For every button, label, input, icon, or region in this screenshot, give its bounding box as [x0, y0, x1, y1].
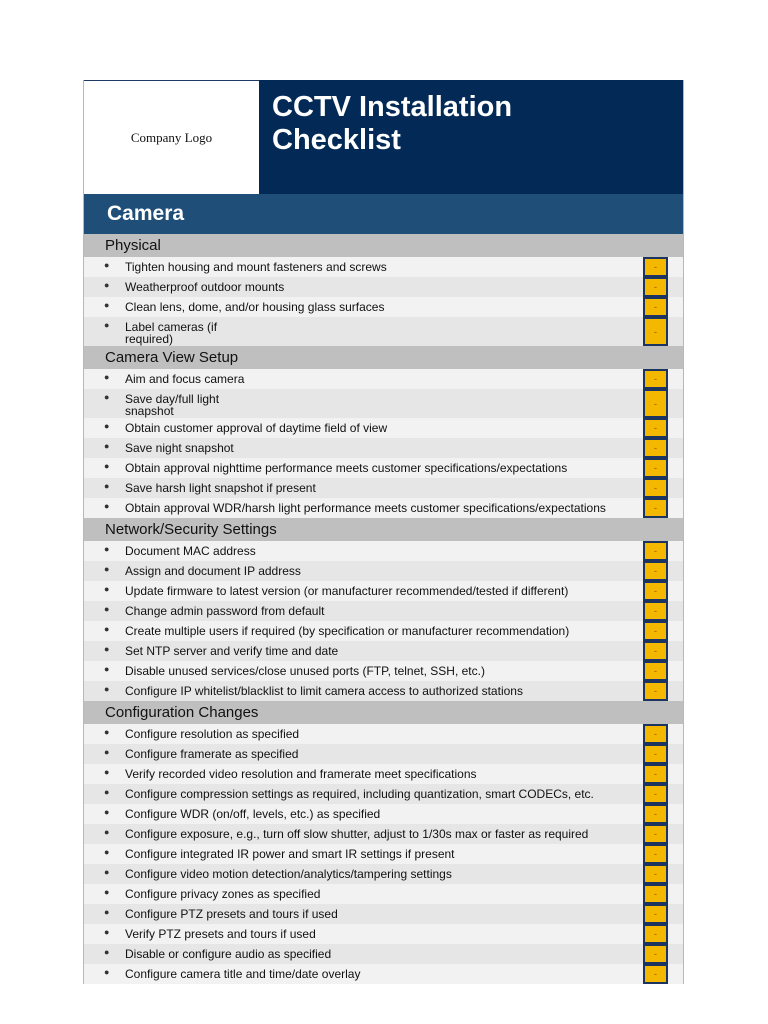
checklist-item-label: Disable or configure audio as specified — [125, 947, 332, 961]
checklist-groups — [84, 234, 683, 984]
company-logo — [84, 80, 259, 194]
bullet-icon: ● — [104, 481, 110, 491]
bullet-icon: ● — [104, 421, 110, 431]
checklist-item-label: Save harsh light snapshot if present — [125, 481, 316, 495]
checklist-item-label: Configure privacy zones as specified — [125, 887, 321, 901]
bullet-icon: ● — [104, 372, 110, 382]
bullet-icon: ● — [104, 887, 110, 897]
checklist-item-label: Disable unused services/close unused ports (FTP, telnet, SSH, etc.) — [125, 664, 485, 678]
checkbox[interactable]: - — [643, 369, 668, 389]
bullet-icon: ● — [104, 320, 110, 330]
checklist-item — [84, 864, 683, 884]
checklist-item-label: Configure IP whitelist/blacklist to limit camera access to authorized stations — [125, 684, 523, 698]
bullet-icon: ● — [104, 847, 110, 857]
bullet-icon: ● — [104, 967, 110, 977]
bullet-icon: ● — [104, 300, 110, 310]
checkbox[interactable]: - — [643, 478, 668, 498]
checklist-item-label: Create multiple users if required (by specification or manufacturer recommendation) — [125, 624, 570, 638]
checkbox[interactable]: - — [643, 864, 668, 884]
document-title-line-2: Checklist — [272, 124, 401, 156]
checkbox[interactable]: - — [643, 561, 668, 581]
checkbox[interactable]: - — [643, 458, 668, 478]
checklist-item-label: Configure video motion detection/analytics/tampering settings — [125, 867, 452, 881]
checklist-item-label: Obtain customer approval of daytime field of view — [125, 421, 388, 435]
bullet-icon: ● — [104, 644, 110, 654]
checklist-item-label: Change admin password from default — [125, 604, 325, 618]
checklist-item — [84, 784, 683, 804]
bullet-icon: ● — [104, 767, 110, 777]
checkbox[interactable]: - — [643, 581, 668, 601]
checklist-item-label: Configure camera title and time/date overlay — [125, 967, 361, 981]
checklist-item-label: Label cameras (if required) — [125, 320, 218, 346]
checklist-item-label: Clean lens, dome, and/or housing glass surfaces — [125, 300, 385, 314]
checklist-item — [84, 561, 683, 581]
bullet-icon: ● — [104, 584, 110, 594]
checkbox[interactable]: - — [643, 621, 668, 641]
checkbox[interactable]: - — [643, 297, 668, 317]
logo-text: Company Logo — [130, 129, 213, 145]
checklist-item — [84, 257, 683, 277]
checklist-item — [84, 744, 683, 764]
checklist-item-label: Verify PTZ presets and tours if used — [125, 927, 316, 941]
bullet-icon: ● — [104, 564, 110, 574]
checkbox[interactable]: - — [643, 764, 668, 784]
checkbox[interactable]: - — [643, 884, 668, 904]
checkbox[interactable]: - — [643, 964, 668, 984]
checkbox[interactable]: - — [643, 541, 668, 561]
bullet-icon: ● — [104, 927, 110, 937]
checkbox[interactable]: - — [643, 661, 668, 681]
checkbox[interactable]: - — [643, 601, 668, 621]
checkbox[interactable]: - — [643, 418, 668, 438]
checklist-item — [84, 601, 683, 621]
checkbox[interactable]: - — [643, 257, 668, 277]
checklist-item — [84, 804, 683, 824]
bullet-icon: ● — [104, 280, 110, 290]
checklist-item — [84, 317, 683, 346]
bullet-icon: ● — [104, 807, 110, 817]
checklist-item-label: Verify recorded video resolution and framerate meet specifications — [125, 767, 477, 781]
checkbox[interactable]: - — [643, 724, 668, 744]
checkbox[interactable]: - — [643, 904, 668, 924]
checklist-item — [84, 824, 683, 844]
bullet-icon: ● — [104, 947, 110, 957]
checklist-item-label: Weatherproof outdoor mounts — [125, 280, 285, 294]
group-heading: Network/Security Settings — [84, 518, 683, 541]
checkbox[interactable]: - — [643, 744, 668, 764]
checklist-item — [84, 884, 683, 904]
bullet-icon: ● — [104, 907, 110, 917]
checklist-item — [84, 369, 683, 389]
bullet-icon: ● — [104, 260, 110, 270]
checkbox[interactable]: - — [643, 804, 668, 824]
checklist-item-label: Save day/full light snapshot — [125, 392, 220, 418]
checklist-item — [84, 724, 683, 744]
group-heading: Camera View Setup — [84, 346, 683, 369]
checkbox[interactable]: - — [643, 784, 668, 804]
checklist-item-label: Assign and document IP address — [125, 564, 301, 578]
checklist-item — [84, 641, 683, 661]
checklist-item-label: Update firmware to latest version (or manufacturer recommended/tested if different) — [125, 584, 569, 598]
checklist-item — [84, 661, 683, 681]
checklist-item-label: Configure compression settings as required, including quantization, smart CODECs, etc. — [125, 787, 594, 801]
bullet-icon: ● — [104, 684, 110, 694]
checklist-item — [84, 389, 683, 418]
checklist-item-label: Obtain approval WDR/harsh light performance meets customer specifications/expectations — [125, 501, 606, 515]
checklist-item-label: Configure exposure, e.g., turn off slow shutter, adjust to 1/30s max or faster as required — [125, 827, 589, 841]
checklist-item — [84, 764, 683, 784]
checklist-item-label: Configure framerate as specified — [125, 747, 299, 761]
bullet-icon: ● — [104, 664, 110, 674]
bullet-icon: ● — [104, 501, 110, 511]
checklist-item-label: Obtain approval nighttime performance meets customer specifications/expectations — [125, 461, 568, 475]
checklist-document — [83, 80, 684, 984]
checklist-item — [84, 438, 683, 458]
checkbox[interactable]: - — [643, 944, 668, 964]
checklist-item-label: Document MAC address — [125, 544, 256, 558]
checkbox[interactable]: - — [643, 389, 668, 418]
checklist-item — [84, 297, 683, 317]
checklist-item — [84, 458, 683, 478]
checklist-item — [84, 478, 683, 498]
checklist-item — [84, 581, 683, 601]
section-heading: Camera — [84, 194, 683, 234]
checklist-item-label: Configure WDR (on/off, levels, etc.) as specified — [125, 807, 381, 821]
checklist-item — [84, 964, 683, 984]
document-title-line-1: CCTV Installation — [272, 91, 513, 123]
checkbox[interactable]: - — [643, 317, 668, 346]
bullet-icon: ● — [104, 624, 110, 634]
group-heading: Configuration Changes — [84, 701, 683, 724]
group-heading: Physical — [84, 234, 683, 257]
bullet-icon: ● — [104, 727, 110, 737]
checklist-item — [84, 277, 683, 297]
bullet-icon: ● — [104, 787, 110, 797]
bullet-icon: ● — [104, 867, 110, 877]
checklist-item-label: Aim and focus camera — [125, 372, 245, 386]
checklist-item — [84, 621, 683, 641]
checklist-item — [84, 498, 683, 518]
checklist-item-label: Configure resolution as specified — [125, 727, 300, 741]
checkbox[interactable]: - — [643, 641, 668, 661]
bullet-icon: ● — [104, 544, 110, 554]
checkbox[interactable]: - — [643, 681, 668, 701]
bullet-icon: ● — [104, 461, 110, 471]
checklist-item — [84, 418, 683, 438]
checklist-item-label: Configure integrated IR power and smart IR settings if present — [125, 847, 455, 861]
checklist-item-label: Set NTP server and verify time and date — [125, 644, 339, 658]
checklist-item — [84, 541, 683, 561]
title-banner — [259, 80, 683, 194]
checkbox[interactable]: - — [643, 498, 668, 518]
checklist-item — [84, 681, 683, 701]
checkbox[interactable]: - — [643, 844, 668, 864]
checkbox[interactable]: - — [643, 824, 668, 844]
checklist-item — [84, 944, 683, 964]
checklist-item-label: Configure PTZ presets and tours if used — [125, 907, 338, 921]
checkbox[interactable]: - — [643, 924, 668, 944]
checklist-item — [84, 924, 683, 944]
checklist-item — [84, 904, 683, 924]
checkbox[interactable]: - — [643, 277, 668, 297]
checkbox[interactable]: - — [643, 438, 668, 458]
bullet-icon: ● — [104, 604, 110, 614]
bullet-icon: ● — [104, 827, 110, 837]
checklist-item-label: Save night snapshot — [125, 441, 234, 455]
bullet-icon: ● — [104, 441, 110, 451]
checklist-item-label: Tighten housing and mount fasteners and screws — [125, 260, 387, 274]
bullet-icon: ● — [104, 747, 110, 757]
document-header — [84, 80, 683, 194]
bullet-icon: ● — [104, 392, 110, 402]
checklist-item — [84, 844, 683, 864]
